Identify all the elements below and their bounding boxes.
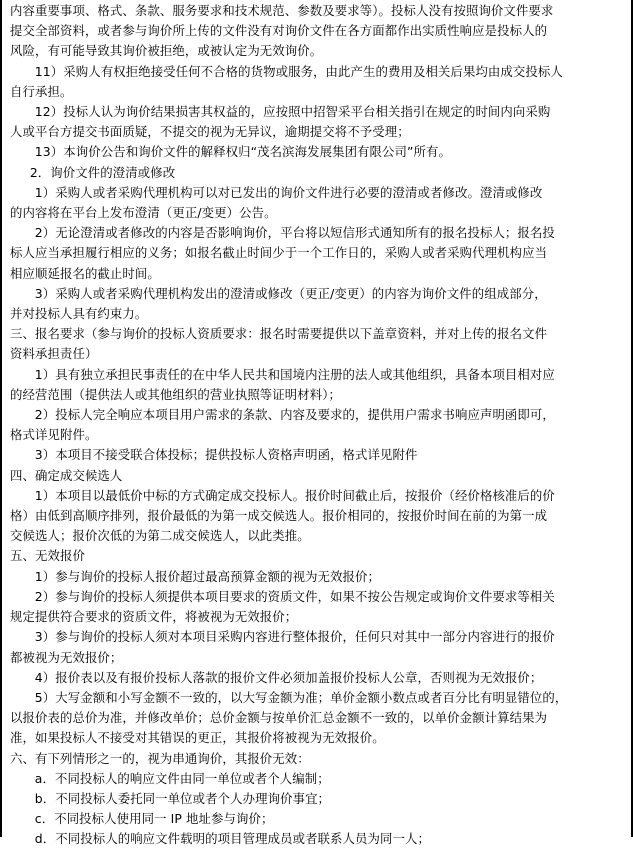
document-paragraph: 提交全部资料，或者参与询价所上传的文件没有对询价文件在各方面都作出实质性响应是投标人的 xyxy=(10,23,548,39)
document-paragraph: 3）参与询价的投标人须对本项目采购内容进行整体报价，任何只对其中一部分内容进行的报价 xyxy=(34,629,555,645)
document-paragraph: 内容重要事项、格式、条款、服务要求和技术规范、参数及要求等）。投标人没有按照询价文件要求 xyxy=(10,3,554,18)
document-paragraph: 2．询价文件的澄清或修改 xyxy=(29,164,176,180)
document-paragraph: 自行承担。 xyxy=(10,83,73,99)
section-heading: 六、有下列情形之一的，视为串通询价，其报价无效： xyxy=(10,750,310,766)
document-paragraph: 准，如果投标人不接受对其错误的更正，其报价将被视为无效报价。 xyxy=(10,730,385,746)
document-paragraph: 人或平台方提交书面质疑，不提交的视为无异议，逾期提交将不予受理； xyxy=(10,124,410,140)
document-paragraph: 以报价表的总价为准，并修改单价；总价金额与按单价汇总金额不一致的，以单价金额计算结果为 xyxy=(10,710,548,726)
document-paragraph: 2）无论澄清或者修改的内容是否影响询价，平台将以短信形式通知所有的报名投标人；报名投 xyxy=(34,225,555,241)
document-paragraph: 13）本询价公告和询价文件的解释权归“茂名滨海发展集团有限公司”所有。 xyxy=(34,144,452,160)
document-paragraph: b．不同投标人委托同一单位或者个人办理询价事宜； xyxy=(34,790,331,806)
document-paragraph: 1）具有独立承担民事责任的在中华人民共和国境内注册的法人或其他组织，具备本项目相对应 xyxy=(34,366,555,382)
document-paragraph: 风险，有可能导致其询价被拒绝，或被认定为无效询价。 xyxy=(10,43,323,59)
document-paragraph: 11）采购人有权拒绝接受任何不合格的货物或服务，由此产生的费用及相关后果均由成交投标人 xyxy=(34,63,563,79)
document-paragraph: 3）采购人或者采购代理机构发出的澄清或修改（更正/变更）的内容为询价文件的组成部分， xyxy=(34,285,547,301)
document-paragraph: c．不同投标人使用同一 IP 地址参与询价； xyxy=(34,811,274,827)
document-paragraph: 1）参与询价的投标人报价超过最高预算金额的视为无效报价； xyxy=(34,568,381,584)
document-paragraph: d．不同投标人的响应文件载明的项目管理成员或者联系人员为同一人； xyxy=(34,831,430,847)
document-paragraph: 的经营范围（提供法人或其他组织的营业执照等证明材料）； xyxy=(10,386,342,402)
document-paragraph: 标人应当承担履行相应的义务；如报名截止时间少于一个工作日的，采购人或者采购代理机构应当 xyxy=(10,245,548,261)
document-paragraph: 的内容将在平台上发布澄清（更正/变更）公告。 xyxy=(10,205,277,221)
section-heading: 五、无效报价 xyxy=(10,548,85,564)
document-paragraph: 2）投标人完全响应本项目用户需求的条款、内容及要求的，提供用户需求书响应声明函即可， xyxy=(34,407,555,423)
document-paragraph: 规定提供符合要求的资质文件，将被视为无效报价； xyxy=(10,609,298,625)
section-heading-cont: 资料承担责任） xyxy=(10,346,98,362)
document-paragraph: 交候选人；报价次低的为第二成交候选人，以此类推。 xyxy=(10,528,310,544)
document-paragraph: 12）投标人认为询价结果损害其权益的，应按照中招智采平台相关指引在规定的时间内向采购 xyxy=(34,104,551,120)
document-paragraph: a．不同投标人的响应文件由同一单位或者个人编制； xyxy=(34,770,330,786)
document-paragraph: 3）本项目不接受联合体投标；提供投标人资格声明函，格式详见附件 xyxy=(34,447,418,463)
document-paragraph: 都被视为无效报价； xyxy=(10,649,123,665)
document-paragraph: 4）报价表以及有报价投标人落款的报价文件必须加盖报价投标人公章，否则视为无效报价； xyxy=(34,669,543,685)
document-paragraph: 1）本项目以最低价中标的方式确定成交投标人。报价时间截止后，按报价（经价格核准后的价 xyxy=(34,487,555,503)
document-paragraph: 5）大写金额和小写金额不一致的，以大写金额为准；单价金额小数点或者百分比有明显错位的， xyxy=(34,689,568,705)
section-heading: 四、确定成交候选人 xyxy=(10,467,123,483)
document-paragraph: 1）采购人或者采购代理机构可以对已发出的询价文件进行必要的澄清或者修改。澄清或修改 xyxy=(34,184,543,200)
document-paragraph: 格）由低到高顺序排列，报价最低的为第一成交候选人。报价相同的，按报价时间在前的为第一成 xyxy=(10,508,548,524)
document-paragraph: 格式详见附件。 xyxy=(10,427,98,443)
document-paragraph: 2）参与询价的投标人须提供本项目要求的资质文件，如果不按公告规定或询价文件要求等相关 xyxy=(34,588,555,604)
document-paragraph: 并对投标人具有约束力。 xyxy=(10,306,148,322)
section-heading: 三、报名要求（参与询价的投标人资质要求：报名时需要提供以下盖章资料，并对上传的报名文件 xyxy=(10,326,548,342)
document-paragraph: 相应顺延报名的截止时间。 xyxy=(10,265,160,281)
